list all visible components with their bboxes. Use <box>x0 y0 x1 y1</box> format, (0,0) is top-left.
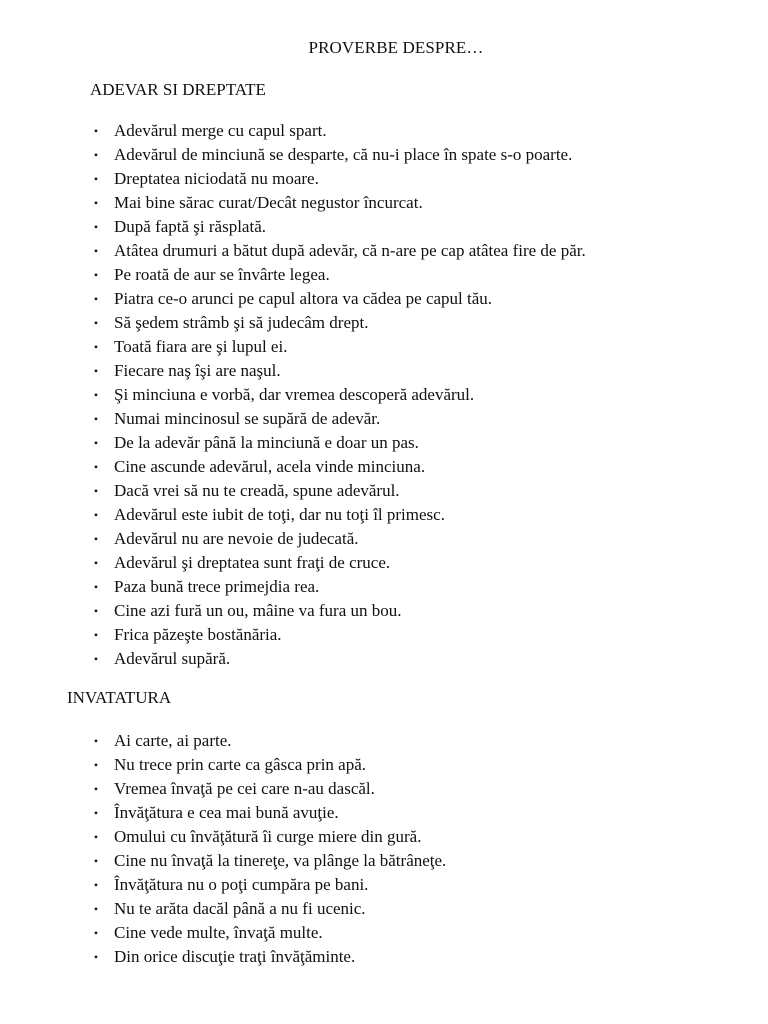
proverb-text: Adevărul nu are nevoie de judecată. <box>114 529 359 548</box>
proverb-text: Pe roată de aur se învârte legea. <box>114 265 330 284</box>
proverb-text: Învăţătura nu o poţi cumpăra pe bani. <box>114 875 369 894</box>
list-item <box>90 263 586 287</box>
proverb-text: Din orice discuţie traţi învăţăminte. <box>114 947 356 966</box>
bullet-icon: • <box>93 172 99 186</box>
bullet-icon: • <box>93 364 99 378</box>
list-item <box>90 945 446 969</box>
bullet-icon: • <box>93 926 99 940</box>
proverb-text: Nu te arăta dacăl până a nu fi ucenic. <box>114 899 366 918</box>
bullet-icon: • <box>93 124 99 138</box>
bullet-icon: • <box>93 340 99 354</box>
bullet-icon: • <box>93 484 99 498</box>
bullet-icon: • <box>93 782 99 796</box>
bullet-icon: • <box>93 292 99 306</box>
list-item <box>90 897 446 921</box>
proverb-text: Paza bună trece primejdia rea. <box>114 577 320 596</box>
proverb-text: Toată fiara are şi lupul ei. <box>114 337 288 356</box>
bullet-icon: • <box>93 460 99 474</box>
list-item <box>90 311 586 335</box>
list-item <box>90 599 586 623</box>
proverb-text: Adevărul este iubit de toţi, dar nu toţi îl primesc. <box>114 505 445 524</box>
bullet-icon: • <box>93 388 99 402</box>
bullet-icon: • <box>93 854 99 868</box>
proverb-text: De la adevăr până la minciună e doar un pas. <box>114 433 419 452</box>
list-item <box>90 431 586 455</box>
bullet-icon: • <box>93 196 99 210</box>
list-item <box>90 455 586 479</box>
list-item <box>90 825 446 849</box>
proverb-text: Numai mincinosul se supără de adevăr. <box>114 409 381 428</box>
list-item <box>90 383 586 407</box>
proverb-list-adevar <box>90 119 586 671</box>
proverb-text: Adevărul supără. <box>114 649 231 668</box>
bullet-icon: • <box>93 436 99 450</box>
list-item <box>90 873 446 897</box>
proverb-text: Vremea învaţă pe cei care n-au dascăl. <box>114 779 375 798</box>
list-item <box>90 239 586 263</box>
bullet-icon: • <box>93 556 99 570</box>
proverb-text: Piatra ce-o arunci pe capul altora va cădea pe capul tău. <box>114 289 493 308</box>
list-item <box>90 143 586 167</box>
proverb-text: Omului cu învăţătură îi curge miere din gură. <box>114 827 422 846</box>
proverb-text: Dacă vrei să nu te creadă, spune adevărul. <box>114 481 400 500</box>
proverb-text: Mai bine sărac curat/Decât negustor încurcat. <box>114 193 423 212</box>
list-item <box>90 551 586 575</box>
section-heading-adevar: ADEVAR SI DREPTATE <box>90 80 266 99</box>
bullet-icon: • <box>93 220 99 234</box>
list-item <box>90 801 446 825</box>
list-item <box>90 527 586 551</box>
bullet-icon: • <box>93 830 99 844</box>
list-item <box>90 729 446 753</box>
proverb-text: Cine azi fură un ou, mâine va fura un bou. <box>114 601 402 620</box>
list-item <box>90 191 586 215</box>
list-item <box>90 575 586 599</box>
page-title: PROVERBE DESPRE… <box>308 38 484 57</box>
proverb-text: Şi minciuna e vorbă, dar vremea descoperă adevărul. <box>114 385 475 404</box>
list-item <box>90 119 586 143</box>
bullet-icon: • <box>93 244 99 258</box>
list-item <box>90 215 586 239</box>
list-item <box>90 359 586 383</box>
bullet-icon: • <box>93 604 99 618</box>
list-item <box>90 623 586 647</box>
bullet-icon: • <box>93 758 99 772</box>
bullet-icon: • <box>93 580 99 594</box>
proverb-text: Învăţătura e cea mai bună avuţie. <box>114 803 339 822</box>
proverb-text: Atâtea drumuri a bătut după adevăr, că n-are pe cap atâtea fire de păr. <box>114 241 586 260</box>
bullet-icon: • <box>93 734 99 748</box>
list-item <box>90 287 586 311</box>
proverb-text: Cine nu învaţă la tinereţe, va plânge la bătrâneţe. <box>114 851 447 870</box>
section-heading-invatatura: INVATATURA <box>67 688 172 707</box>
list-item <box>90 407 586 431</box>
list-item <box>90 921 446 945</box>
proverb-text: După faptă şi răsplată. <box>114 217 266 236</box>
proverb-text: Adevărul şi dreptatea sunt fraţi de cruce. <box>114 553 391 572</box>
proverb-text: Adevărul de minciună se desparte, că nu-i place în spate s-o poarte. <box>114 145 573 164</box>
bullet-icon: • <box>93 950 99 964</box>
bullet-icon: • <box>93 316 99 330</box>
list-item <box>90 777 446 801</box>
proverb-text: Dreptatea niciodată nu moare. <box>114 169 319 188</box>
proverb-text: Adevărul merge cu capul spart. <box>114 121 327 140</box>
list-item <box>90 167 586 191</box>
bullet-icon: • <box>93 148 99 162</box>
bullet-icon: • <box>93 806 99 820</box>
list-item <box>90 647 586 671</box>
proverb-text: Ai carte, ai parte. <box>114 731 232 750</box>
proverb-text: Cine ascunde adevărul, acela vinde minciuna. <box>114 457 426 476</box>
proverb-list-invatatura <box>90 729 446 969</box>
proverb-text: Cine vede multe, învaţă multe. <box>114 923 323 942</box>
bullet-icon: • <box>93 878 99 892</box>
bullet-icon: • <box>93 652 99 666</box>
list-item <box>90 753 446 777</box>
proverb-text: Să şedem strâmb şi să judecâm drept. <box>114 313 369 332</box>
bullet-icon: • <box>93 412 99 426</box>
bullet-icon: • <box>93 902 99 916</box>
list-item <box>90 335 586 359</box>
bullet-icon: • <box>93 508 99 522</box>
proverb-text: Fiecare naş îşi are naşul. <box>114 361 281 380</box>
bullet-icon: • <box>93 268 99 282</box>
list-item <box>90 479 586 503</box>
list-item <box>90 849 446 873</box>
bullet-icon: • <box>93 628 99 642</box>
proverb-text: Nu trece prin carte ca gâsca prin apă. <box>114 755 367 774</box>
proverb-text: Frica păzeşte bostănăria. <box>114 625 282 644</box>
list-item <box>90 503 586 527</box>
bullet-icon: • <box>93 532 99 546</box>
